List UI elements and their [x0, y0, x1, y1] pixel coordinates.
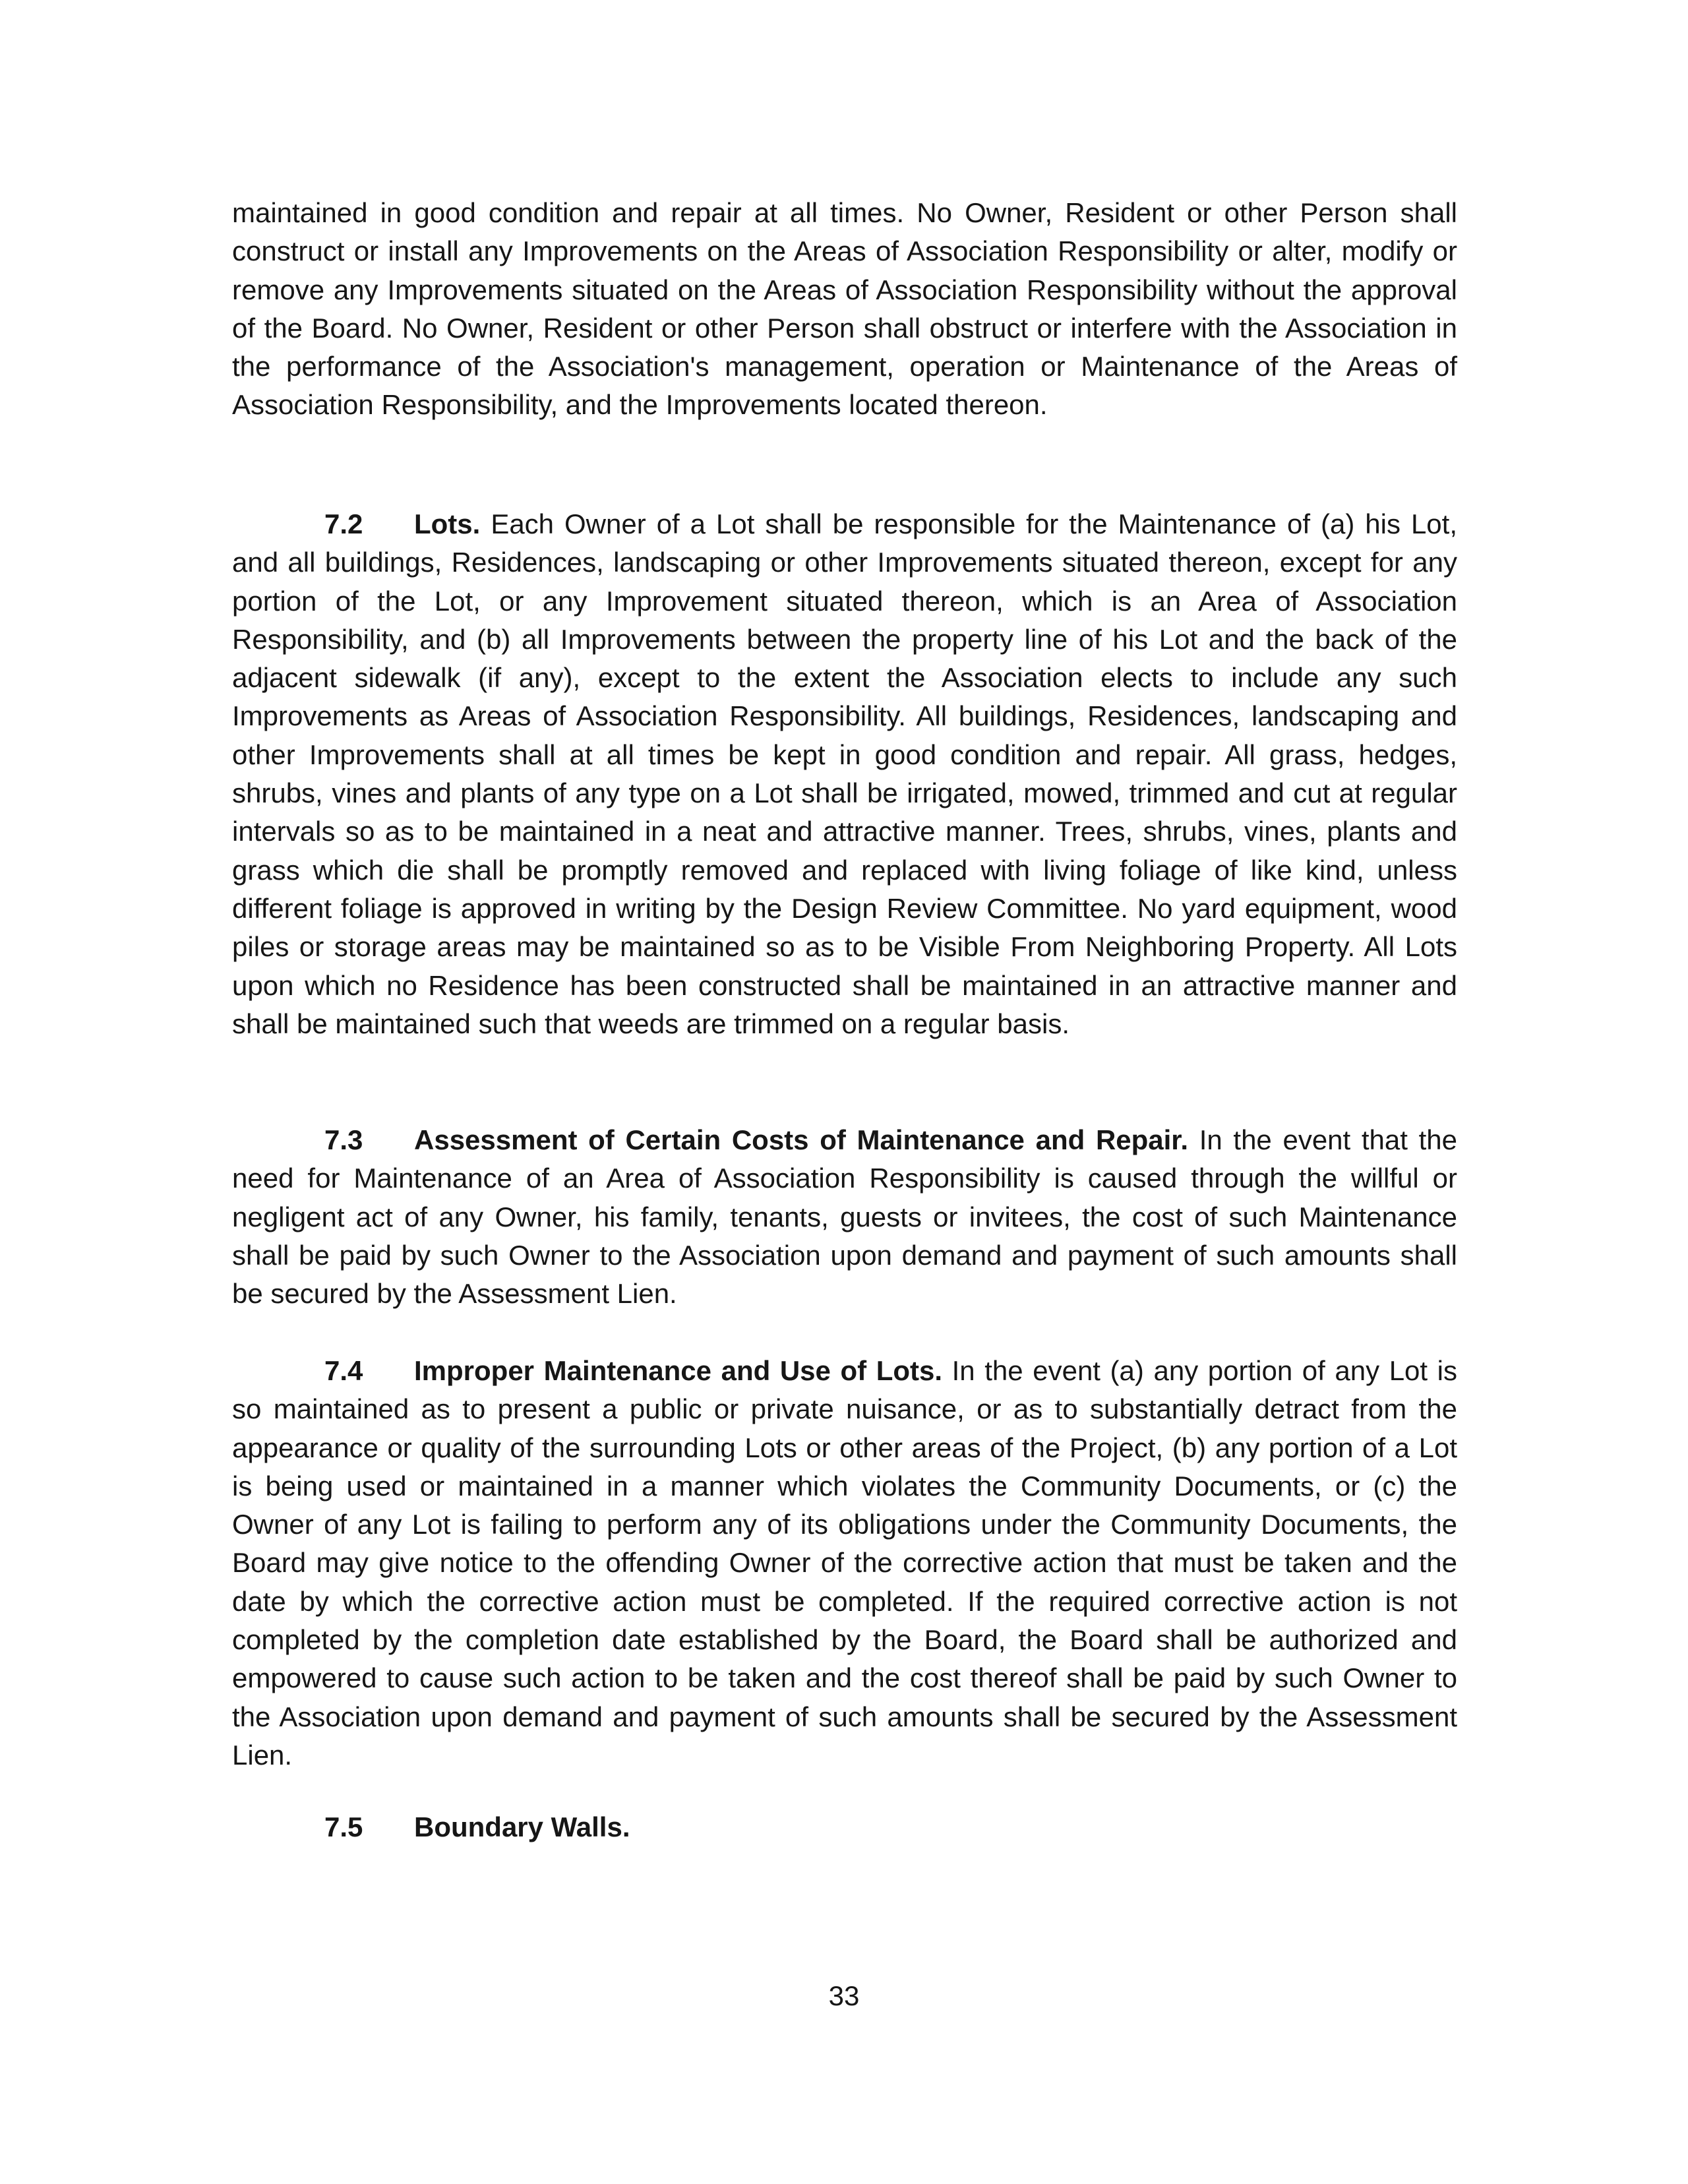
section-number: 7.3	[324, 1124, 363, 1155]
section-heading: Assessment of Certain Costs of Maintenance and Repair.	[414, 1124, 1189, 1155]
section-number: 7.2	[324, 508, 363, 539]
section-heading: Boundary Walls.	[414, 1811, 630, 1842]
section-body: In the event (a) any portion of any Lot is so maintained as to present a public or private nuisance, or as to substantially detract from the appearance or quality of the surrounding Lots or other areas of the Project, (b) any portion of a Lot is being used or maintained in a manner which violates the Community Documents, or (c) the Owner of any Lot is failing to perform any of its obligations under the Community Documents, the Board may give notice to the offending Owner of the corrective action that must be taken and the date by which the corrective action must be completed. If the required corrective action is not completed by the completion date established by the Board, the Board shall be authorized and empowered to cause such action to be taken and the cost thereof shall be paid by such Owner to the Association upon demand and payment of such amounts shall be secured by the Assessment Lien.	[232, 1355, 1457, 1771]
continued-paragraph: maintained in good condition and repair at all times. No Owner, Resident or other Person shall construct or install any Improvements on the Areas of Association Responsibility or alter, modify or remove any Improvements situated on the Areas of Association Responsibility without the approval of the Board. No Owner, Resident or other Person shall obstruct or interfere with the Association in the performance of the Association's management, operation or Maintenance of the Areas of Association Responsibility, and the Improvements located thereon.	[232, 197, 1457, 421]
section-7-3-paragraph	[232, 1121, 1457, 1313]
section-body: Each Owner of a Lot shall be responsible for the Maintenance of (a) his Lot, and all buildings, Residences, landscaping or other Improvements situated thereon, except for any portion of the Lot, or any Improvement situated thereon, which is an Area of Association Responsibility, and (b) all Improvements between the property line of his Lot and the back of the adjacent sidewalk (if any), except to the extent the Association elects to include any such Improvements as Areas of Association Responsibility. All buildings, Residences, landscaping and other Improvements shall at all times be kept in good condition and repair. All grass, hedges, shrubs, vines and plants of any type on a Lot shall be irrigated, mowed, trimmed and cut at regular intervals so as to be maintained in a neat and attractive manner. Trees, shrubs, vines, plants and grass which die shall be promptly removed and replaced with living foliage of like kind, unless different foliage is approved in writing by the Design Review Committee. No yard equipment, wood piles or storage areas may be maintained so as to be Visible From Neighboring Property. All Lots upon which no Residence has been constructed shall be maintained in an attractive manner and shall be maintained such that weeds are trimmed on a regular basis.	[232, 508, 1458, 1039]
section-heading: Lots.	[414, 508, 481, 539]
section-number: 7.4	[324, 1355, 363, 1386]
section-heading: Improper Maintenance and Use of Lots.	[414, 1355, 943, 1386]
page-number: 33	[828, 1980, 860, 2011]
section-body: In the event that the need for Maintenance of an Area of Association Responsibility is caused through the willful or negligent act of any Owner, his family, tenants, guests or invitees, the cost of such Maintenance shall be paid by such Owner to the Association upon demand and payment of such amounts shall be secured by the Assessment Lien.	[232, 1124, 1458, 1310]
section-number: 7.5	[324, 1811, 363, 1842]
section-7-4-paragraph	[232, 1352, 1457, 1774]
section-7-5-paragraph	[232, 1808, 1457, 1846]
section-7-2-paragraph	[232, 505, 1457, 1043]
